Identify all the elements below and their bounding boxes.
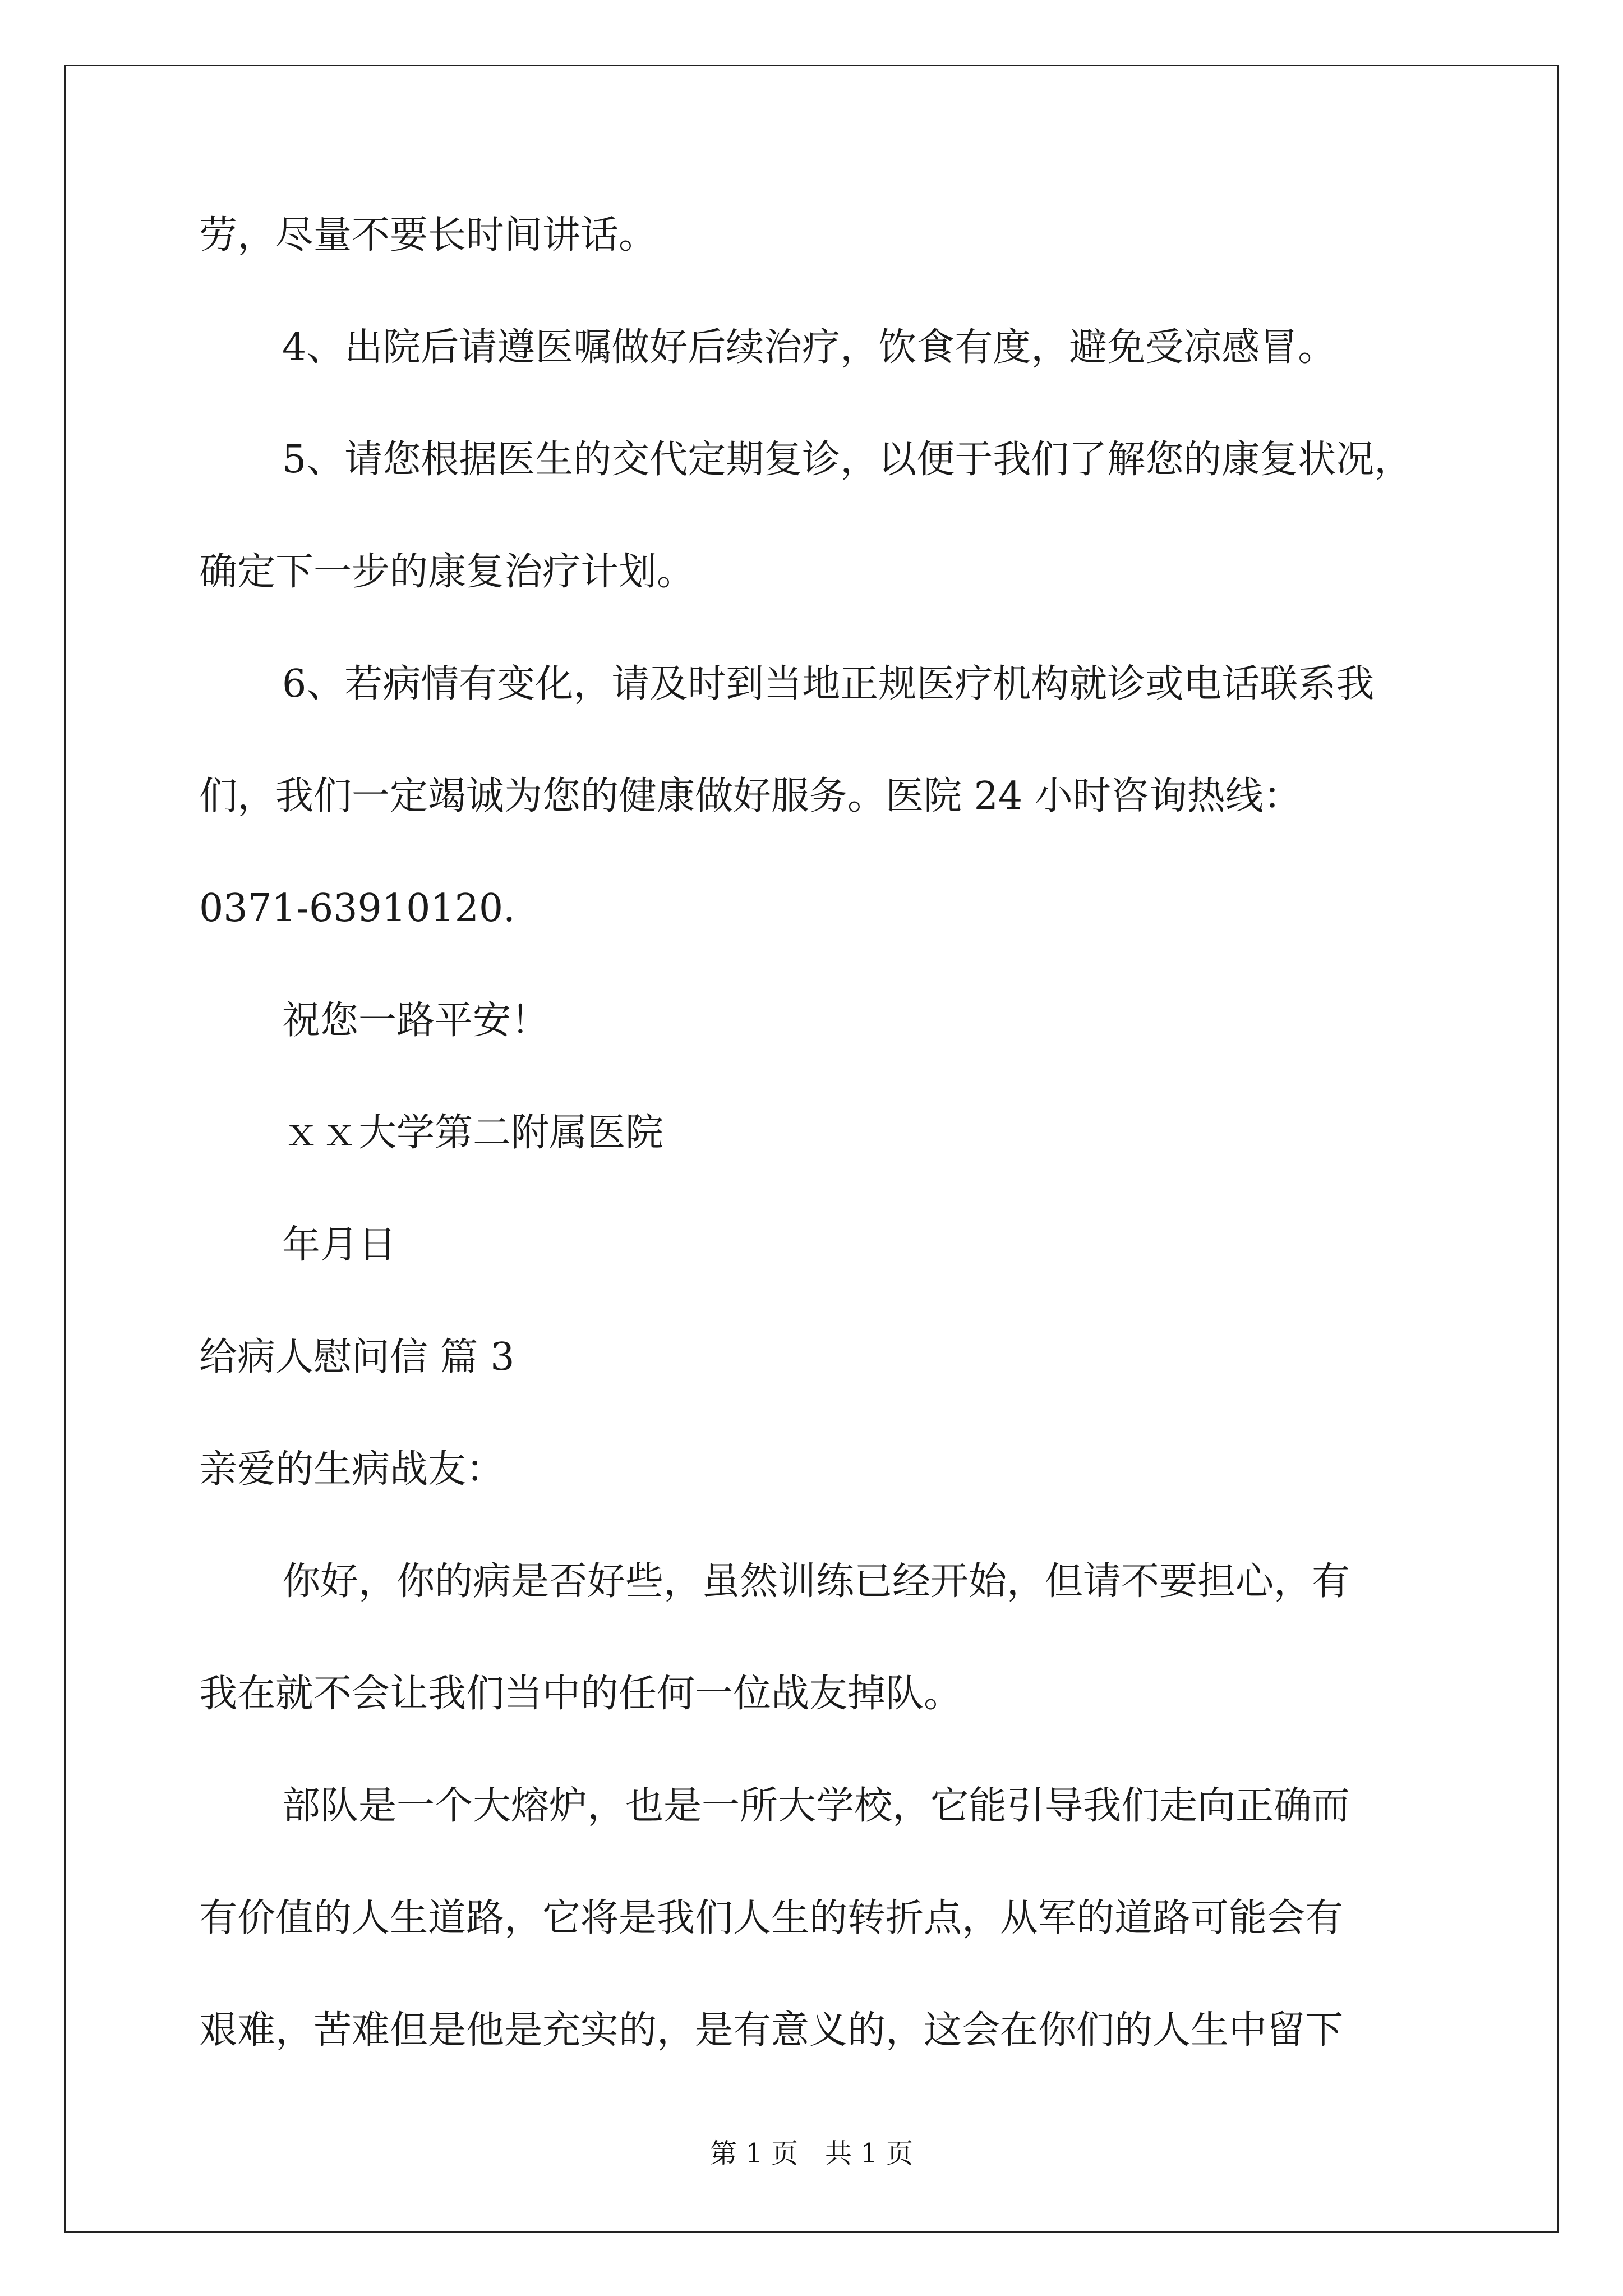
text-line: 0371-63910120. xyxy=(199,886,515,931)
text-line: 5、请您根据医生的交代定期复诊，以便于我们了解您的康复状况， xyxy=(282,438,1413,482)
signature-organization: ｘｘ大学第二附属医院 xyxy=(282,1111,664,1155)
text-line: 部队是一个大熔炉，也是一所大学校，它能引导我们走向正确而 xyxy=(282,1784,1350,1828)
text-line: 你好，你的病是否好些，虽然训练已经开始，但请不要担心，有 xyxy=(282,1559,1350,1604)
document-body xyxy=(199,180,1433,2087)
text-line: 6、若病情有变化，请及时到当地正规医疗机构就诊或电话联系我 xyxy=(282,662,1375,706)
page-footer: 第 1 页 共 1 页 xyxy=(709,2138,914,2169)
text-line: 确定下一步的康复治疗计划。 xyxy=(199,550,695,594)
text-line: 们，我们一定竭诚为您的健康做好服务。医院 24 小时咨询热线： xyxy=(199,774,1302,818)
text-line: 我在就不会让我们当中的任何一位战友掉队。 xyxy=(199,1672,962,1716)
closing-greeting: 祝您一路平安！ xyxy=(282,999,550,1043)
text-line: 艰难，苦难但是他是充实的，是有意义的，这会在你们的人生中留下 xyxy=(199,2008,1344,2053)
signature-date: 年月日 xyxy=(282,1223,397,1267)
text-line: 劳，尽量不要长时间讲话。 xyxy=(199,213,657,257)
section-heading: 给病人慰问信 篇 3 xyxy=(199,1335,515,1379)
text-line: 有价值的人生道路，它将是我们人生的转折点，从军的道路可能会有 xyxy=(199,1896,1344,1940)
salutation: 亲爱的生病战友： xyxy=(199,1447,505,1492)
text-line: 4、出院后请遵医嘱做好后续治疗，饮食有度，避免受凉感冒。 xyxy=(282,325,1336,370)
